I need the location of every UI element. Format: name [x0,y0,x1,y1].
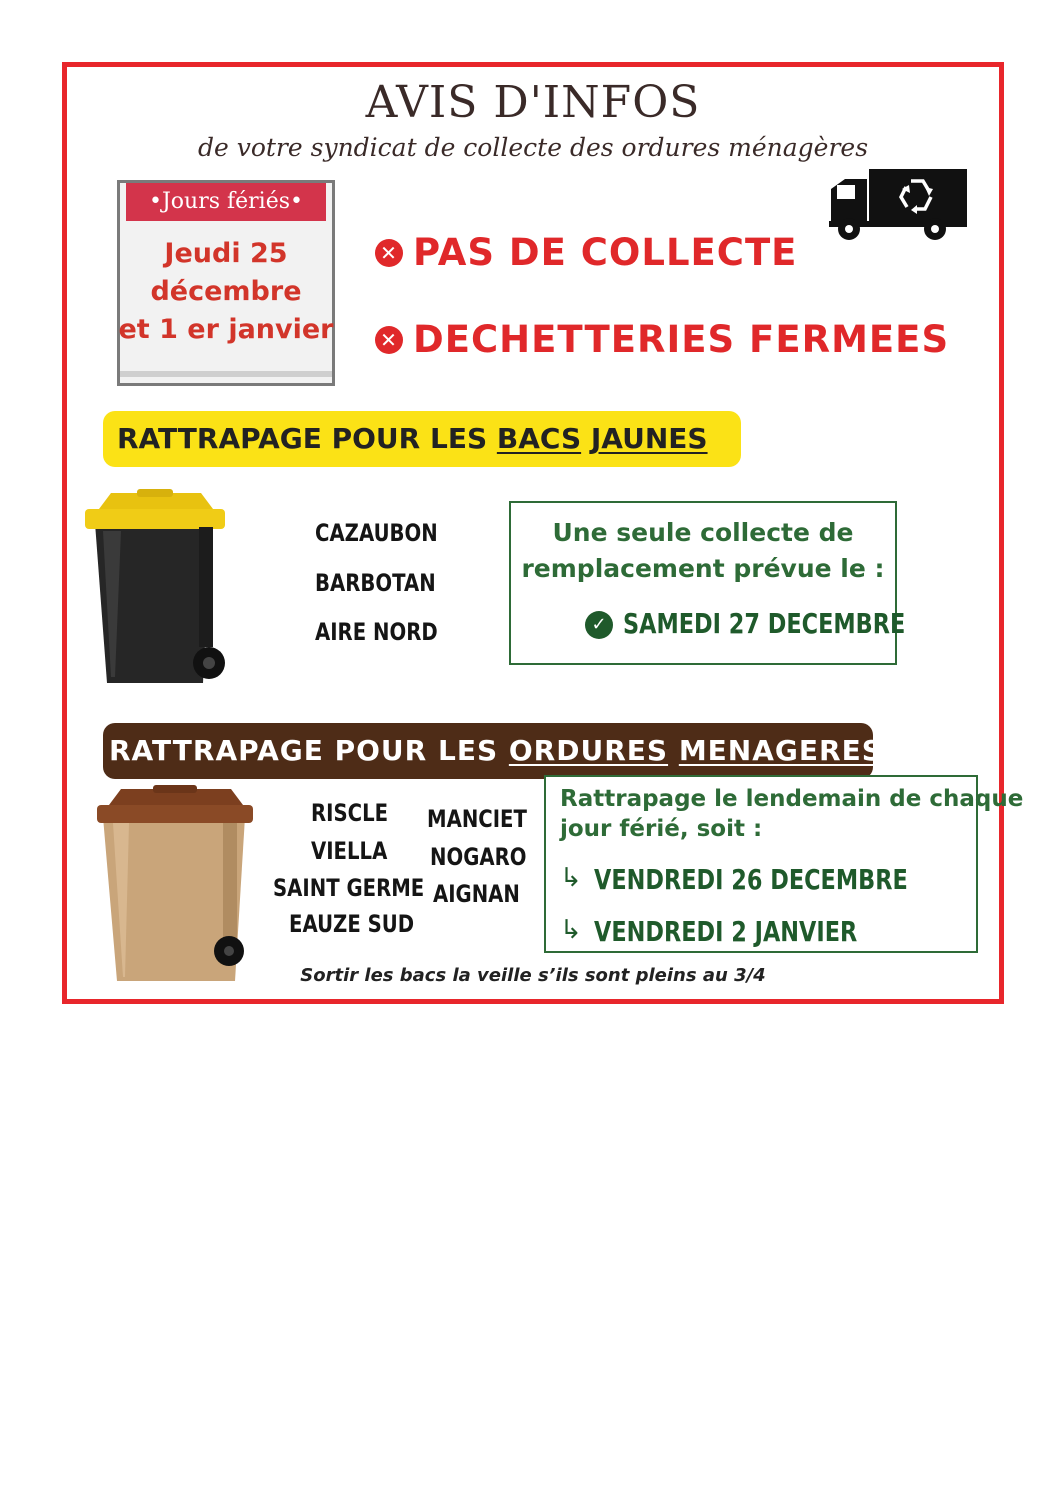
banner-brown-sep [668,734,679,767]
brown-box-line-2: jour férié, soit : [560,816,763,842]
brown-box-line-1: Rattrapage le lendemain de chaque [560,786,1024,812]
alert-no-collection [375,231,797,274]
town-item: EAUZE SUD [289,910,415,938]
brown-date-1: VENDREDI 26 DECEMBRE [594,863,908,896]
check-circle-icon: ✓ [585,611,613,639]
calendar-footer-strip [120,371,332,377]
yellow-box-line-2: remplacement prévue le : [521,554,885,583]
calendar-line-1: Jeudi 25 [164,238,288,269]
brown-date-2: VENDREDI 2 JANVIER [594,915,858,948]
recycling-truck-icon [827,167,969,241]
brown-replacement-box [544,775,1024,953]
arrow-down-right-icon: ↳ [560,915,582,945]
town-item: AIRE NORD [315,618,438,646]
holiday-calendar [117,180,335,386]
footer-note: Sortir les bacs la veille s’ils sont pleins au 3/4 [300,965,766,986]
town-item: SAINT GERME [273,874,425,902]
alert-closed-text: DECHETTERIES FERMEES [413,318,950,361]
yellow-replacement-box [509,501,906,665]
cross-circle-icon: ✕ [375,326,403,354]
banner-yellow-sep [581,422,591,455]
cross-circle-icon: ✕ [375,239,403,267]
town-item: AIGNAN [433,880,520,908]
yellow-box-line-1: Une seule collecte de [552,518,854,547]
town-item: NOGARO [430,843,527,871]
alert-no-collection-text: PAS DE COLLECTE [413,231,798,274]
town-item: BARBOTAN [315,569,436,597]
banner-brown-word1: ORDURES [508,734,669,767]
notice-frame [62,62,1024,1004]
town-item: CAZAUBON [315,519,438,547]
calendar-dates [120,235,332,349]
yellow-bin-image [81,487,231,707]
yellow-replacement-date: SAMEDI 27 DECEMBRE [623,607,906,640]
banner-brown-word2: MENAGERES [678,734,883,767]
page-subtitle: de votre syndicat de collecte des ordures ménagères [197,133,869,162]
alert-closed [375,318,949,361]
banner-household-waste [103,723,883,779]
banner-brown-prefix: RATTRAPAGE POUR LES [109,734,509,767]
town-item: VIELLA [311,837,388,865]
page-title: AVIS D'INFOS [365,77,701,128]
banner-yellow-word1: BACS [496,422,582,455]
banner-yellow-word2: JAUNES [590,422,708,455]
calendar-heading: •Jours fériés• [126,183,326,221]
banner-yellow-prefix: RATTRAPAGE POUR LES [117,422,497,455]
town-item: RISCLE [311,799,389,827]
calendar-line-2: décembre [150,276,302,307]
calendar-line-3: et 1 er janvier [118,314,334,345]
town-item: MANCIET [427,805,527,833]
banner-yellow-bins [103,411,741,467]
brown-bin-image [95,783,255,993]
arrow-down-right-icon: ↳ [560,863,582,893]
